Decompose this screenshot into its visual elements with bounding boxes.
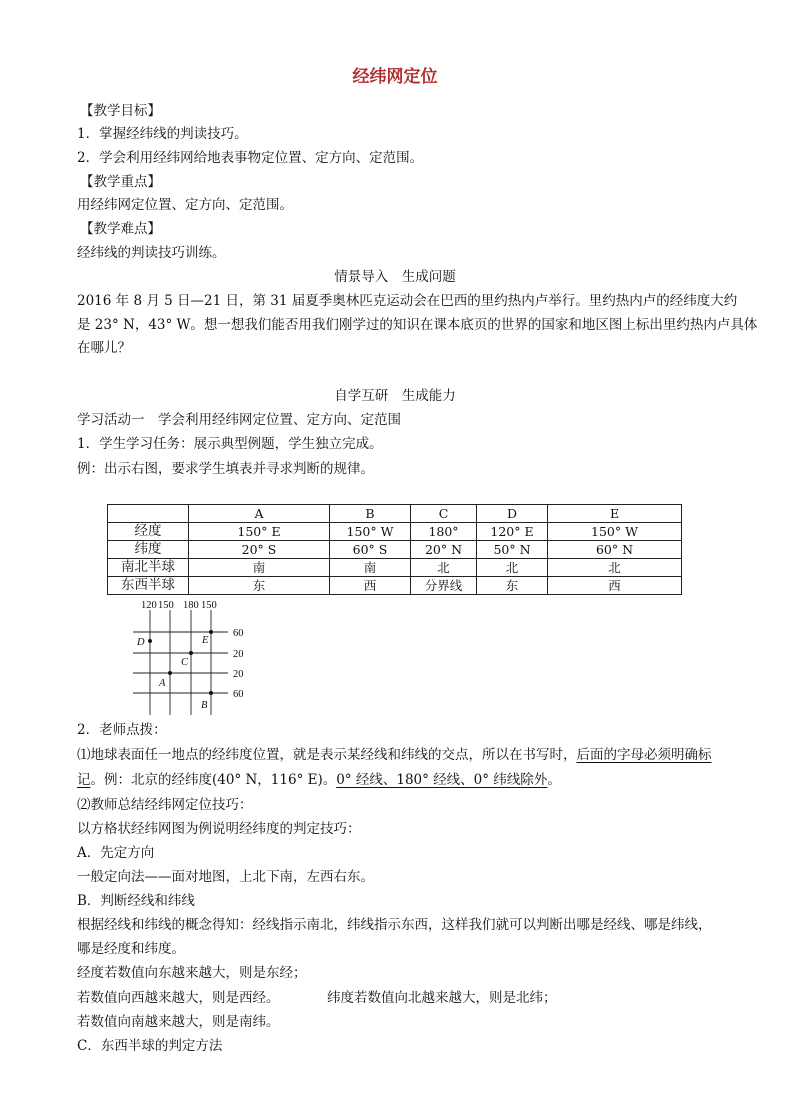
table-cell: 东 [189,577,330,595]
table-cell: 东西半球 [108,577,189,595]
note2-sub: 以方格状经纬网图为例说明经纬度的判定技巧： [77,821,361,837]
note1-line1 [77,746,712,764]
latlon-table [107,504,682,595]
table-cell: 150° W [330,523,411,541]
rule-east: 经度若数值向东越来越大，则是东经； [77,965,307,981]
grid-right-label: 60 [233,628,244,639]
step-b-heading: B．判断经线和纬线 [77,893,195,909]
note1-underline-2: 0° 经线、180° 经线、0° 纬线除外 [336,772,548,788]
table-cell: D [477,505,548,523]
intro-line-2: 是 23° N，43° W。想一想我们能否用我们刚学过的知识在课本底页的世界的国家和地区图上标出里约热内卢具体 [77,317,758,333]
keypoint-text: 用经纬网定位置、定方向、定范围。 [77,197,293,213]
table-cell: 经度 [108,523,189,541]
table-cell: 20° N [411,541,477,559]
table-cell: 西 [548,577,682,595]
point-c-label: C [181,657,189,668]
activity-1: 学习活动一 学会利用经纬网定位置、定方向、定范围 [77,412,401,428]
note1-part-c: 。例：北京的经纬度(40° N，116° E)。 [90,772,337,788]
table-cell: 东 [477,577,548,595]
point-e-label: E [202,635,209,646]
step-a-heading: A．先定方向 [77,845,155,861]
table-cell: 北 [548,559,682,577]
table-cell: 60° S [330,541,411,559]
table-cell: 50° N [477,541,548,559]
note1-part-d: 。 [547,772,561,788]
table-row [108,541,682,559]
note1-underline-1b: 记 [77,772,91,788]
latlon-grid-figure [128,598,253,716]
note1-underline-1: 后面的字母必须明确标 [576,747,712,763]
step-b-text-2: 哪是经度和纬度。 [77,941,185,957]
rule-south: 若数值向南越来越大，则是南纬。 [77,1014,280,1030]
objective-2: 2．学会利用经纬网给地表事物定位置、定方向、定范围。 [77,150,424,166]
table-cell: 北 [477,559,548,577]
objectives-heading: 【教学目标】 [80,103,161,119]
table-cell: 150° W [548,523,682,541]
task-1: 1．学生学习任务：展示典型例题，学生独立完成。 [77,436,383,452]
intro-line-3: 在哪儿？ [77,340,131,356]
section2-heading: 自学互研 生成能力 [334,388,456,404]
objective-1: 1．掌握经纬线的判读技巧。 [77,126,248,142]
example-text: 例：出示右图，要求学生填表并寻求判断的规律。 [77,461,374,477]
rule-west: 若数值向西越来越大，则是西经。 [77,990,280,1006]
note2-heading: ⑵教师总结经纬网定位技巧： [77,797,253,813]
grid-top-label: 120 [141,600,157,611]
table-row [108,523,682,541]
table-cell: 120° E [477,523,548,541]
grid-top-label: 150 [201,600,217,611]
grid-top-label: 180 [183,600,199,611]
note1-part-a: ⑴地球表面任一地点的经纬度位置，就是表示某经线和纬线的交点，所以在书写时， [77,747,577,763]
teacher-heading: 2．老师点拨： [77,722,167,738]
point-b-marker [209,691,213,695]
point-d-marker [148,639,152,643]
point-a-label: A [159,678,166,689]
table-cell: C [411,505,477,523]
table-row [108,577,682,595]
table-cell: 南北半球 [108,559,189,577]
table-cell: E [548,505,682,523]
table-cell: 北 [411,559,477,577]
grid-right-label: 20 [233,669,244,680]
table-cell: 180° [411,523,477,541]
step-b-text-1: 根据经线和纬线的概念得知：经线指示南北，纬线指示东西，这样我们就可以判断出哪是经线、哪是纬线， [77,917,712,933]
table-row [108,505,682,523]
table-row [108,559,682,577]
point-d-label: D [137,637,145,648]
table-cell: 南 [189,559,330,577]
step-c-heading: C．东西半球的判定方法 [77,1038,223,1054]
step-a-text: 一般定向法——面对地图，上北下南，左西右东。 [77,869,374,885]
rule-north: 纬度若数值向北越来越大，则是北纬； [327,990,557,1006]
difficulty-heading: 【教学难点】 [80,221,161,237]
table-cell: 60° N [548,541,682,559]
table-cell: 20° S [189,541,330,559]
keypoint-heading: 【教学重点】 [80,174,161,190]
table-cell: 150° E [189,523,330,541]
note1-line2 [77,771,561,789]
table-cell: 南 [330,559,411,577]
page-title: 经纬网定位 [352,67,438,87]
table-cell: 分界线 [411,577,477,595]
table-cell [108,505,189,523]
table-cell: B [330,505,411,523]
point-e-marker [209,630,213,634]
table-cell: A [189,505,330,523]
intro-line-1: 2016 年 8 月 5 日—21 日，第 31 届夏季奥林匹克运动会在巴西的里约热内卢举行。里约热内卢的经纬度大约 [77,293,738,309]
point-b-label: B [201,700,208,711]
difficulty-text: 经纬线的判读技巧训练。 [77,245,226,261]
grid-right-label: 60 [233,689,244,700]
table-cell: 纬度 [108,541,189,559]
grid-right-label: 20 [233,649,244,660]
point-c-marker [189,651,193,655]
grid-top-label: 150 [158,600,174,611]
table-cell: 西 [330,577,411,595]
point-a-marker [168,671,172,675]
section1-heading: 情景导入 生成问题 [334,269,456,285]
